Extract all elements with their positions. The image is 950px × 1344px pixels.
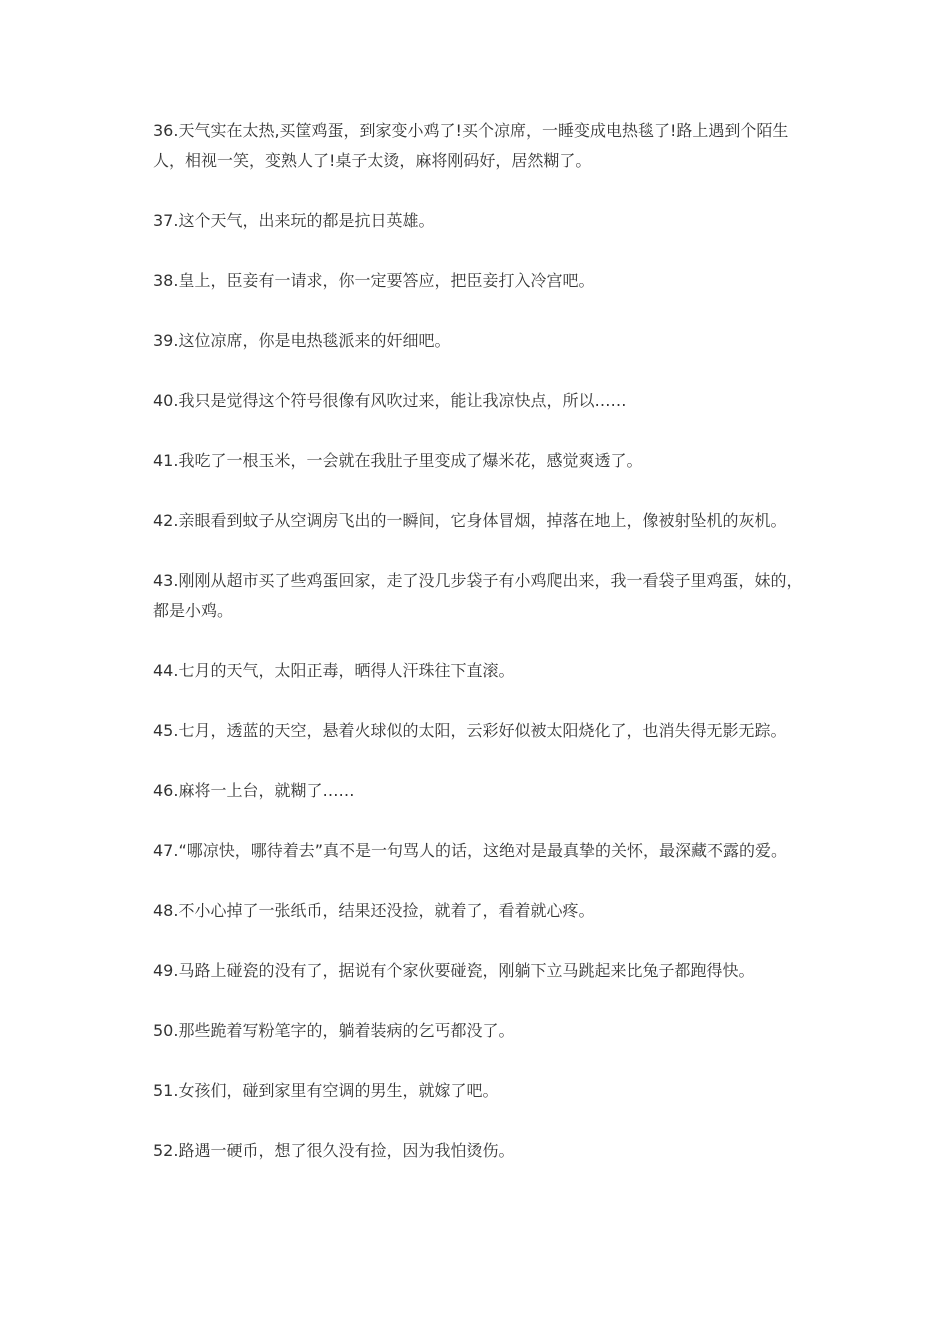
paragraph-37: 37.这个天气，出来玩的都是抗日英雄。	[153, 211, 435, 230]
paragraph-50: 50.那些跪着写粉笔字的，躺着装病的乞丐都没了。	[153, 1021, 515, 1040]
paragraph-40: 40.我只是觉得这个符号很像有风吹过来，能让我凉快点，所以……	[153, 391, 627, 410]
paragraph-36: 36.天气实在太热,买筐鸡蛋，到家变小鸡了!买个凉席，一睡变成电热毯了!路上遇到个陌生人，相视一笑，变熟人了!桌子太烫，麻将刚码好，居然糊了。	[153, 121, 789, 170]
paragraph-42: 42.亲眼看到蚊子从空调房飞出的一瞬间，它身体冒烟，掉落在地上，像被射坠机的灰机。	[153, 511, 787, 530]
paragraph-51: 51.女孩们，碰到家里有空调的男生，就嫁了吧。	[153, 1081, 499, 1100]
paragraph-45: 45.七月，透蓝的天空，悬着火球似的太阳，云彩好似被太阳烧化了，也消失得无影无踪。	[153, 721, 787, 740]
document-page	[153, 116, 809, 1196]
paragraph-43: 43.刚刚从超市买了些鸡蛋回家，走了没几步袋子有小鸡爬出来，我一看袋子里鸡蛋，妹的，都是小鸡。	[153, 571, 803, 620]
paragraph-49: 49.马路上碰瓷的没有了，据说有个家伙要碰瓷，刚躺下立马跳起来比兔子都跑得快。	[153, 961, 755, 980]
paragraph-41: 41.我吃了一根玉米，一会就在我肚子里变成了爆米花，感觉爽透了。	[153, 451, 643, 470]
paragraph-44: 44.七月的天气，太阳正毒，晒得人汗珠往下直滚。	[153, 661, 515, 680]
paragraph-52: 52.路遇一硬币，想了很久没有捡，因为我怕烫伤。	[153, 1141, 515, 1160]
paragraph-46: 46.麻将一上台，就糊了……	[153, 781, 355, 800]
paragraph-48: 48.不小心掉了一张纸币，结果还没捡，就着了，看着就心疼。	[153, 901, 595, 920]
paragraph-39: 39.这位凉席，你是电热毯派来的奸细吧。	[153, 331, 451, 350]
paragraph-47: 47.“哪凉快，哪待着去”真不是一句骂人的话，这绝对是最真挚的关怀，最深藏不露的爱。	[153, 841, 788, 860]
paragraph-38: 38.皇上，臣妾有一请求，你一定要答应，把臣妾打入冷宫吧。	[153, 271, 595, 290]
